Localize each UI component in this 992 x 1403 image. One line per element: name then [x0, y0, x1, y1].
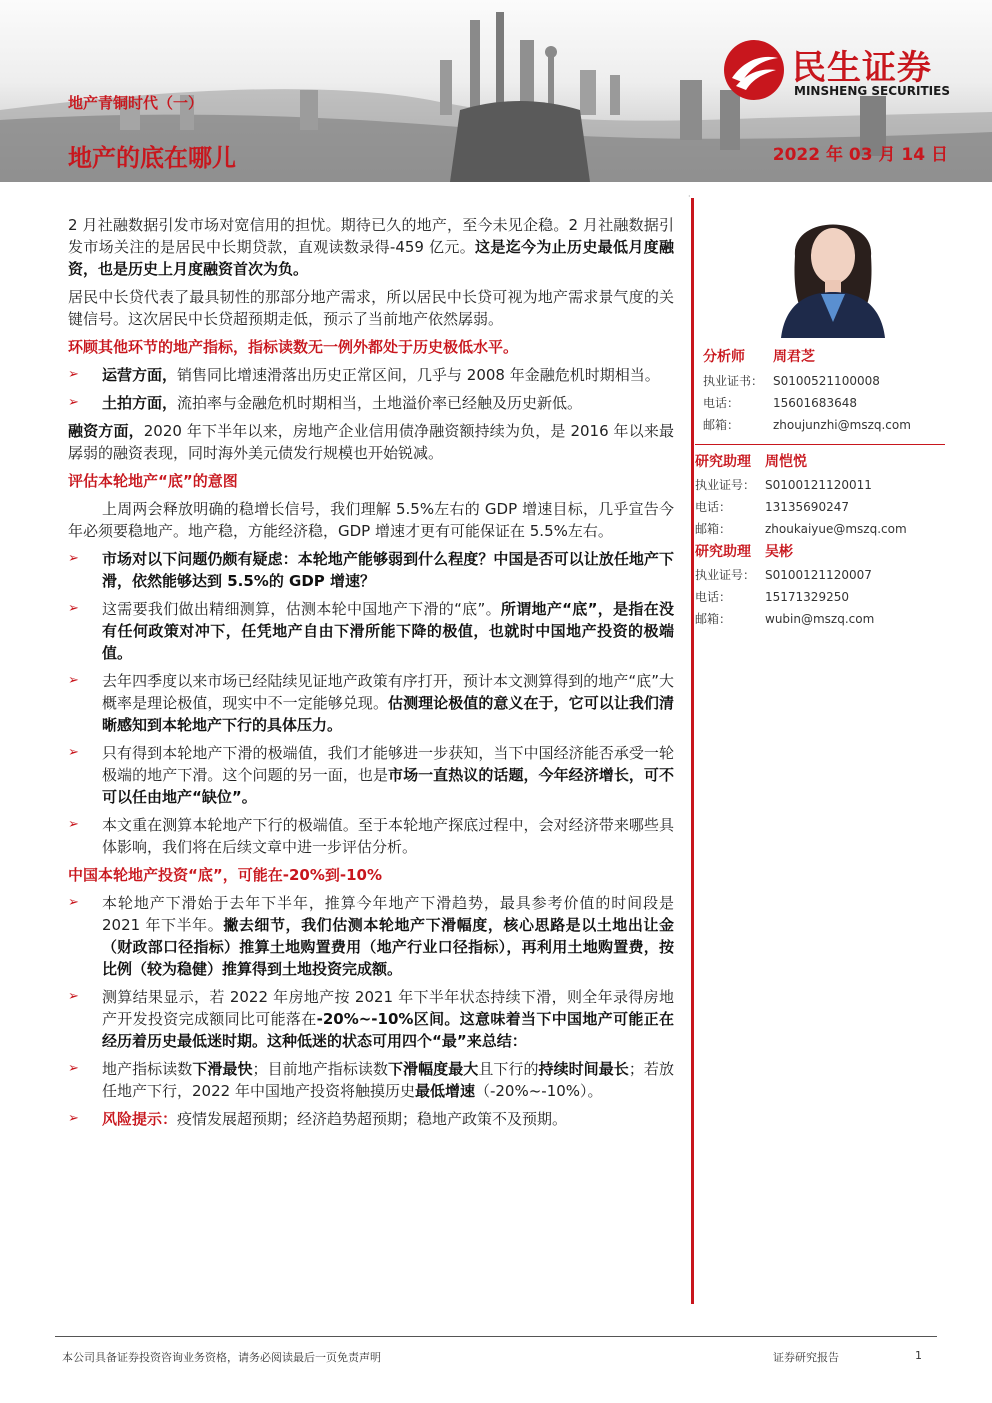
- bullet-text: 测算结果显示，若 2022 年房地产按 2021 年下半年状态持续下滑，则全年录得房地产开发投资完成额同比可能落在: [102, 988, 674, 1028]
- bullet-bold: 市场对以下问题仍颇有疑虑：本轮地产能够弱到什么程度？中国是否可以让放任地产下滑，依然能够达到 5.5%的 GDP 增速？: [102, 550, 674, 590]
- analyst-role: 分析师: [703, 349, 745, 365]
- paragraph: [68, 420, 674, 464]
- phone-label: 电话：: [695, 500, 732, 514]
- bullet-text: 本轮地产下滑始于去年下半年，推算今年地产下滑趋势，最具参考价值的时间段是 2021 年下半年。: [102, 894, 674, 934]
- cert-number: S0100521100008: [773, 374, 880, 388]
- section-heading: 评估本轮地产“底”的意图: [68, 472, 238, 490]
- analyst-card-primary: [703, 344, 943, 436]
- minsheng-logo: [722, 38, 972, 108]
- bullet-bold: 下滑最快: [192, 1060, 253, 1078]
- logo-text-cn: 民生证券: [792, 48, 932, 88]
- bullet-arrow-icon: ➢: [68, 895, 79, 910]
- bullet-bold: 所谓地产“底”，是指在没有任何政策对冲下，任凭地产自由下滑所能下降的极值，也就时中国地产投资的极端值。: [102, 600, 675, 662]
- email-address[interactable]: zhoujunzhi@mszq.com: [773, 418, 911, 432]
- footer-divider: [55, 1336, 937, 1337]
- divider-mark: ·: [688, 192, 691, 201]
- bullet-item: [68, 742, 674, 808]
- analyst-photo: [773, 196, 893, 338]
- bullet-bold: 估测理论极值的意义在于，它可以让我们清晰感知到本轮地产下行的具体压力。: [102, 694, 674, 734]
- bullet-text: 去年四季度以来市场已经陆续见证地产政策有序打开，预计本文测算得到的地产“底”大概率是理论极值，现实中不一定能够兑现。: [102, 672, 674, 712]
- cert-label: 执业证书：: [703, 374, 764, 388]
- bullet-item: [68, 1108, 674, 1130]
- page-number: 1: [915, 1349, 922, 1362]
- bullet-item: [68, 986, 674, 1052]
- analyst-role: 研究助理: [695, 544, 751, 560]
- paragraph: 上周两会释放明确的稳增长信号，我们理解 5.5%左右的 GDP 增速目标，几乎宣告今年必须要稳地产。地产稳，方能经济稳，GDP 增速才更有可能保证在 5.5%左右。: [68, 500, 674, 540]
- phone-label: 电话：: [703, 396, 740, 410]
- bullet-arrow-icon: ➢: [68, 673, 79, 688]
- risk-label: 风险提示：: [102, 1110, 178, 1128]
- footer-disclaimer: 本公司具备证券投资咨询业务资格，请务必阅读最后一页免责声明: [62, 1351, 381, 1364]
- bullet-arrow-icon: ➢: [68, 601, 79, 616]
- bullet-item: [68, 392, 674, 414]
- bullet-arrow-icon: ➢: [68, 1111, 79, 1126]
- analyst-name: 周恺悦: [765, 454, 807, 470]
- phone-number: 15601683648: [773, 396, 857, 410]
- bullet-text: 销售同比增速滑落出历史正常区间，几乎与 2008 年金融危机时期相当。: [177, 366, 660, 384]
- email-label: 邮箱：: [703, 418, 740, 432]
- bullet-bold: 运营方面，: [102, 366, 178, 384]
- email-label: 邮箱：: [695, 522, 732, 536]
- bullet-text: 本文重在测算本轮地产下行的极端值。至于本轮地产探底过程中，会对经济带来哪些具体影响，我们将在后续文章中进一步评估分析。: [102, 816, 674, 856]
- para-text: 2 月社融数据引发市场对宽信用的担忧。期待已久的地产，至今未见企稳。2 月社融数据引发市场关注的是居民中长期贷款，直观读数录得-459 亿元。: [68, 216, 674, 256]
- bullet-arrow-icon: ➢: [68, 745, 79, 760]
- bullet-bold: 市场一直热议的话题，今年经济增长，可不可以任由地产“缺位”。: [102, 766, 674, 806]
- bullet-item: [68, 548, 674, 592]
- paragraph: 居民中长贷代表了最具韧性的那部分地产需求，所以居民中长贷可视为地产需求景气度的关键信号。这次居民中长贷超预期走低，预示了当前地产依然孱弱。: [68, 288, 674, 328]
- report-body: [68, 214, 674, 1136]
- bullet-text: 流拍率与金融危机时期相当，土地溢价率已经触及历史新低。: [177, 394, 583, 412]
- bullet-bold: 持续时间最长: [538, 1060, 629, 1078]
- bullet-bold: 下滑幅度最大: [388, 1060, 479, 1078]
- sidebar-separator: [695, 444, 945, 445]
- series-title: 地产青铜时代（一）: [68, 94, 204, 112]
- bullet-arrow-icon: ➢: [68, 551, 79, 566]
- phone-number: 13135690247: [765, 500, 849, 514]
- report-title: 地产的底在哪儿: [68, 144, 236, 172]
- report-date: 2022 年 03 月 14 日: [772, 145, 948, 165]
- section-heading: 环顾其他环节的地产指标，指标读数无一例外都处于历史极低水平。: [68, 338, 519, 356]
- header-banner: [0, 0, 992, 182]
- logo-text-en: MINSHENG SECURITIES: [794, 84, 950, 98]
- bullet-bold: 撇去细节，我们估测本轮地产下滑幅度，核心思路是以土地出让金（财政部口径指标）推算土地购置费用（地产行业口径指标），再利用土地购置费，按比例（较为稳健）推算得到土地投资完成额。: [102, 916, 674, 978]
- bullet-arrow-icon: ➢: [68, 367, 79, 382]
- bullet-arrow-icon: ➢: [68, 817, 79, 832]
- bullet-text: 这需要我们做出精细测算，估测本轮中国地产下滑的“底”。: [102, 600, 501, 618]
- sidebar-divider: [691, 198, 694, 1304]
- para-bold: 融资方面，: [68, 422, 144, 440]
- analyst-role: 研究助理: [695, 454, 751, 470]
- footer-report-type: 证券研究报告: [773, 1351, 839, 1364]
- bullet-arrow-icon: ➢: [68, 1061, 79, 1076]
- cert-label: 执业证号：: [695, 568, 756, 582]
- phone-label: 电话：: [695, 590, 732, 604]
- bullet-text: 只有得到本轮地产下滑的极端值，我们才能够进一步获知，当下中国经济能否承受一轮极端的地产下滑。这个问题的另一面，也是: [102, 744, 674, 784]
- bullet-arrow-icon: ➢: [68, 989, 79, 1004]
- para-bold: 这是迄今为止历史最低月度融资，也是历史上月度融资首次为负。: [68, 238, 674, 278]
- minsheng-logo-icon: [722, 38, 786, 102]
- bullet-bold: 土拍方面，: [102, 394, 178, 412]
- para-text: 2020 年下半年以来，房地产企业信用债净融资额持续为负，是 2016 年以来最孱弱的融资表现，同时海外美元债发行规模也开始锐减。: [68, 422, 674, 462]
- bullet-item: [68, 892, 674, 980]
- section-heading: 中国本轮地产投资“底”，可能在-20%到-10%: [68, 866, 382, 884]
- cert-number: S0100121120007: [765, 568, 872, 582]
- bullet-bold: 最低增速: [414, 1082, 475, 1100]
- phone-number: 15171329250: [765, 590, 849, 604]
- bullet-item: [68, 598, 674, 664]
- email-address[interactable]: zhoukaiyue@mszq.com: [765, 522, 907, 536]
- bullet-item: [68, 670, 674, 736]
- bullet-text: ；目前地产指标读数: [252, 1060, 388, 1078]
- bullet-item: [68, 814, 674, 858]
- cert-number: S0100121120011: [765, 478, 872, 492]
- bullet-text: 疫情发展超预期；经济趋势超预期；稳地产政策不及预期。: [177, 1110, 568, 1128]
- paragraph: [68, 214, 674, 280]
- analyst-name: 吴彬: [765, 544, 793, 560]
- bullet-text: 且下行的: [478, 1060, 539, 1078]
- email-label: 邮箱：: [695, 612, 732, 626]
- bullet-item: [68, 1058, 674, 1102]
- cert-label: 执业证号：: [695, 478, 756, 492]
- bullet-bold: -20%~-10%区间。这意味着当下中国地产可能正在经历着历史最低迷时期。这种低迷的状态可用四个“最”来总结：: [102, 1010, 674, 1050]
- bullet-text: ；若放任地产下行，2022 年中国地产投资将触摸历史: [102, 1060, 674, 1100]
- bullet-arrow-icon: ➢: [68, 395, 79, 410]
- analyst-card-assistants: [695, 450, 935, 630]
- bullet-text: （-20%~-10%）。: [474, 1082, 603, 1100]
- bullet-item: [68, 364, 674, 386]
- analyst-name: 周君芝: [773, 349, 815, 365]
- email-address[interactable]: wubin@mszq.com: [765, 612, 875, 626]
- bullet-text: 地产指标读数: [102, 1060, 193, 1078]
